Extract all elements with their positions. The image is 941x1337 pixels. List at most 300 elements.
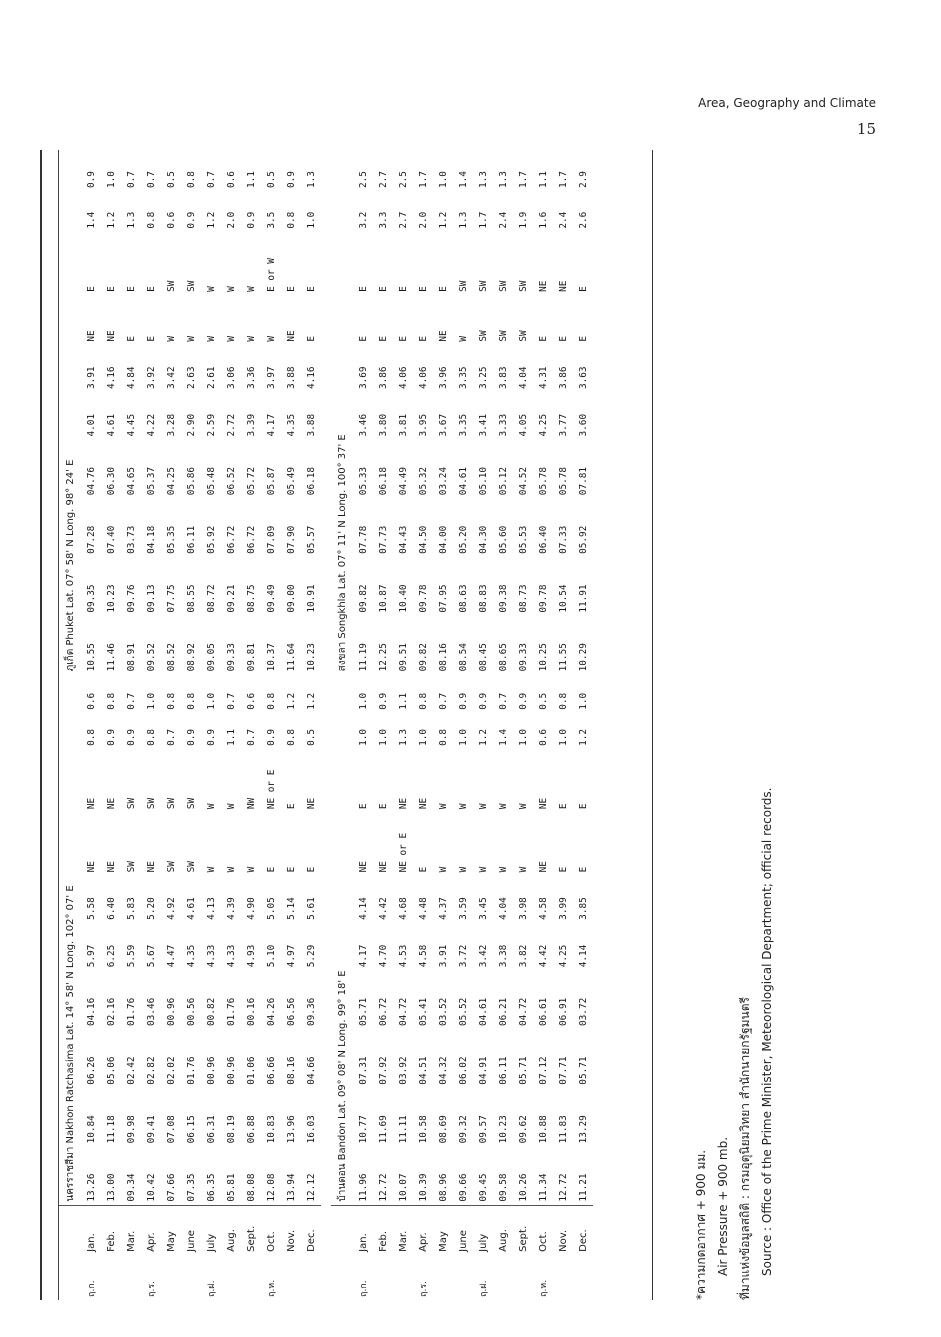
table-cell: 04.32 [437,1056,449,1085]
table-cell: 04.50 [417,525,429,554]
table-cell: 0.8 [285,728,297,746]
table-cell: 4.90 [245,897,257,920]
table-cell: W [225,866,237,873]
table-cell: 1.0 [457,728,469,746]
table-cell: 3.88 [305,413,317,437]
month-label: June [457,1230,469,1252]
season-label: ฤ.ฝ. [207,1280,217,1297]
table-cell: E [437,286,449,292]
table-cell: 09.78 [537,584,549,613]
table-cell: 1.0 [105,171,117,189]
season-label: ฤ.ก. [359,1280,369,1297]
table-cell: 4.58 [537,897,549,920]
table-cell: 04.66 [305,1056,317,1085]
table-cell: 06.66 [265,1056,277,1085]
table-cell: 09.33 [225,643,237,672]
table-cell: 02.42 [125,1056,137,1085]
season-label [433,1255,453,1300]
table-cell: 05.41 [417,997,429,1026]
table-cell: 6.40 [105,897,117,920]
table-cell: 0.9 [285,171,297,189]
table-cell: 3.96 [437,366,449,390]
table-cell: 0.7 [125,171,137,189]
table-cell: 08.45 [477,643,489,672]
station-name: บ้านดอน Bandon Lat. 09° 08' N Long. 99° 18' E [331,674,353,1205]
month-label: Dec. [305,1229,317,1252]
station-header-spacer [331,1205,353,1300]
table-row [573,150,593,1300]
table-cell: 00.96 [165,997,177,1026]
table-cell: 10.40 [397,584,409,613]
table-cell: 06.88 [245,1115,257,1144]
table-cell: 12.25 [377,643,389,672]
season-label [241,1255,261,1300]
table-cell: 06.56 [285,997,297,1026]
table-cell: 0.9 [185,728,197,746]
table-cell: 0.7 [437,692,449,710]
table-cell: E [145,335,157,342]
table-cell: SW [145,797,157,810]
table-cell: 01.76 [225,997,237,1026]
table-cell: 5.14 [285,897,297,920]
table-cell: 4.25 [537,413,549,437]
table-cell: 3.36 [245,366,257,390]
table-cell: E [557,335,569,342]
month-label: July [205,1233,217,1252]
table-cell: 10.23 [497,1115,509,1144]
table-cell: 4.05 [517,413,529,437]
table-cell: 0.8 [265,692,277,710]
table-cell: E [105,286,117,292]
table-cell: 2.7 [397,211,409,229]
table-cell: 4.17 [357,944,369,968]
table-cell: 3.33 [497,413,509,437]
table-cell: 08.08 [241,1146,261,1205]
table-row [141,150,161,1300]
table-cell: 05.92 [205,525,217,554]
table-cell: 11.64 [285,643,297,672]
table-cell: 0.7 [497,692,509,710]
table-cell: E [417,866,429,873]
season-label [221,1255,241,1300]
table-cell: 3.85 [577,897,589,920]
month-label: June [185,1230,197,1252]
table-cell: E [557,803,569,810]
table-cell: NE [417,797,429,810]
table-cell: 4.25 [557,944,569,968]
table-cell: SW [457,280,469,292]
table-cell: NE or E [397,832,409,873]
table-cell: E [305,866,317,873]
table-cell: 05.10 [477,466,489,496]
table-cell: E [125,335,137,342]
table-cell: 3.38 [497,944,509,968]
table-cell: 3.69 [357,366,369,390]
table-cell: 05.71 [517,1056,529,1085]
season-label [453,1255,473,1300]
table-cell: SW [165,797,177,810]
table-cell: 1.2 [437,211,449,229]
table-cell: 1.6 [537,211,549,229]
table-cell: 07.81 [577,466,589,496]
table-cell: 12.08 [261,1146,281,1205]
table-cell: 0.8 [85,728,97,746]
table-cell: 1.1 [245,171,257,189]
season-label: ฤ.ห. [539,1279,549,1297]
table-cell: 3.67 [437,413,449,437]
table-cell: 1.3 [125,211,137,229]
table-cell: NE [85,330,97,342]
table-cell: 11.91 [577,584,589,613]
month-label: Apr. [417,1232,429,1252]
table-cell: 5.58 [85,897,97,920]
table-cell: 3.77 [557,413,569,437]
table-cell: 04.18 [145,525,157,554]
table-cell: SW [125,797,137,810]
table-cell: 1.3 [497,171,509,189]
table-cell: 4.47 [165,944,177,968]
footnote-air-pressure: Air Pressure + 900 mb. [716,1136,730,1276]
table-cell: SW [517,280,529,292]
table-cell: 0.6 [245,692,257,710]
table-cell: 05.32 [417,466,429,496]
table-cell: 0.9 [265,728,277,746]
table-cell: 09.13 [145,584,157,613]
table-cell: 04.52 [517,466,529,496]
month-label: July [477,1233,489,1252]
table-cell: NE [537,861,549,873]
season-label [553,1255,573,1300]
table-cell: 10.87 [377,584,389,613]
table-cell: 05.53 [517,525,529,554]
station-header-spacer [59,1205,82,1300]
table-cell: 09.36 [305,997,317,1026]
table-cell: 09.81 [245,643,257,672]
table-cell: 3.35 [457,366,469,390]
table-cell: 4.39 [225,897,237,920]
table-cell: 4.14 [577,944,589,968]
table-cell: NE [377,861,389,873]
table-cell: 05.71 [357,997,369,1026]
table-cell: 0.7 [225,692,237,710]
table-cell: 3.98 [517,897,529,920]
table-cell: 0.6 [537,728,549,746]
table-cell: 4.06 [397,366,409,390]
table-cell: SW [185,861,197,873]
table-cell: 05.86 [185,466,197,496]
table-cell: 4.97 [285,944,297,968]
table-cell: W [205,803,217,810]
table-cell: 04.26 [265,997,277,1026]
table-cell: W [265,335,277,342]
climate-table-region [40,150,680,1300]
table-cell: E [577,335,589,342]
month-label: Oct. [537,1231,549,1252]
table-cell: 11.21 [573,1146,593,1205]
page-running-header: Area, Geography and Climate [698,96,876,110]
table-cell: W [477,803,489,810]
table-cell: 09.38 [497,584,509,613]
table-row [393,150,413,1300]
table-cell: 3.06 [225,366,237,390]
table-cell: 1.2 [577,728,589,746]
climate-table-body [40,150,593,1300]
table-cell: 04.25 [165,466,177,496]
table-row [433,150,453,1300]
table-cell: 00.96 [205,1056,217,1085]
table-cell: 1.3 [305,171,317,189]
table-cell: 01.76 [125,997,137,1026]
table-cell: 3.2 [357,211,369,229]
table-cell: 05.20 [457,525,469,554]
table-cell: E [85,286,97,292]
table-cell: 09.76 [125,584,137,613]
table-cell: 1.0 [437,171,449,189]
table-cell: W [437,803,449,810]
table-cell: 06.72 [245,525,257,554]
month-label: Nov. [285,1229,297,1252]
table-cell: 4.06 [417,366,429,390]
month-label: Mar. [397,1230,409,1252]
page-number: 15 [856,120,876,138]
season-label [393,1255,413,1300]
table-row [221,150,241,1300]
table-cell: 11.18 [105,1115,117,1144]
season-label [373,1255,393,1300]
table-cell: 04.76 [85,466,97,496]
table-cell: 09.52 [145,643,157,672]
table-cell: 1.1 [225,728,237,746]
table-cell: 1.1 [537,171,549,189]
table-cell: 12.72 [373,1146,393,1205]
table-cell: 06.35 [201,1146,221,1205]
table-cell: 2.0 [225,211,237,229]
season-label [121,1255,141,1300]
table-cell: 0.8 [105,692,117,710]
table-cell: 06.30 [105,466,117,496]
table-cell: 5.97 [85,944,97,968]
table-cell: 03.72 [577,997,589,1026]
table-cell: 5.05 [265,897,277,920]
table-bottom-rule [652,150,653,1300]
season-label [513,1255,533,1300]
table-header-spacer [40,150,59,1300]
table-cell: 4.16 [305,366,317,390]
table-cell: 10.91 [305,584,317,613]
table-row [413,150,433,1300]
table-cell: 4.01 [85,413,97,437]
month-label: Nov. [557,1229,569,1252]
table-cell: 3.97 [265,366,277,390]
table-cell: E [397,286,409,292]
table-cell: 3.72 [457,944,469,968]
table-cell: NE [105,330,117,342]
table-cell: 3.99 [557,897,569,920]
table-cell: 01.06 [245,1056,257,1085]
table-cell: 3.92 [145,366,157,390]
table-cell: 10.23 [305,643,317,672]
table-cell: 06.15 [185,1115,197,1144]
table-cell: 04.51 [417,1056,429,1085]
table-cell: 04.72 [517,997,529,1026]
table-cell: 13.26 [81,1146,101,1205]
table-cell: 4.58 [417,944,429,968]
table-cell: 1.0 [417,728,429,746]
table-cell: 04.61 [477,997,489,1026]
table-cell: 05.48 [205,466,217,496]
table-cell: W [437,866,449,873]
table-cell: E [265,866,277,873]
table-cell: 09.57 [477,1115,489,1144]
table-cell: 02.16 [105,997,117,1026]
table-cell: 11.55 [557,643,569,672]
table-cell: 3.86 [557,366,569,390]
season-label [573,1255,593,1300]
month-label: Sept. [245,1225,257,1252]
climate-table-rotated [40,150,680,1300]
table-cell: 1.7 [557,171,569,189]
table-cell: 10.26 [513,1146,533,1205]
month-label: Mar. [125,1230,137,1252]
month-label: Dec. [577,1229,589,1252]
table-cell: 08.72 [205,584,217,613]
table-cell: W [245,335,257,342]
season-label: ฤ.ร. [419,1280,429,1297]
table-cell: 4.13 [205,897,217,920]
table-cell: 05.49 [285,466,297,496]
season-label: ฤ.ก. [87,1280,97,1297]
table-cell: NW [245,797,257,810]
table-cell: 10.37 [265,643,277,672]
table-cell: 06.26 [85,1056,97,1085]
table-cell: 4.04 [497,897,509,920]
table-cell: 0.8 [285,211,297,229]
table-cell: 05.72 [245,466,257,496]
season-label: ฤ.ฝ. [479,1280,489,1297]
table-cell: 1.3 [477,171,489,189]
table-cell: E or W [265,258,277,292]
table-cell: 1.7 [517,171,529,189]
table-cell: 0.9 [105,728,117,746]
table-cell: 07.12 [537,1056,549,1085]
table-cell: 04.00 [437,525,449,554]
table-cell: 05.35 [165,525,177,554]
table-cell: NE [357,861,369,873]
table-cell: 08.55 [185,584,197,613]
table-cell: 05.71 [577,1056,589,1085]
table-cell: 09.34 [121,1146,141,1205]
table-cell: 08.63 [457,584,469,613]
footnote-source: Source : Office of the Prime Minister, Meteorological Department; official records. [760,787,774,1276]
table-cell: 00.82 [205,997,217,1026]
season-label [301,1255,321,1300]
table-cell: 07.95 [437,584,449,613]
table-cell: SW [185,797,197,810]
table-cell: 09.51 [397,643,409,672]
table-cell: 4.53 [397,944,409,968]
table-cell: 1.2 [105,211,117,229]
table-cell: NE [105,797,117,810]
table-cell: E [397,335,409,342]
table-cell: 06.11 [497,1056,509,1085]
table-cell: NE [437,330,449,342]
table-cell: 4.33 [205,944,217,968]
table-cell: 07.09 [265,525,277,554]
table-cell: 05.37 [145,466,157,496]
table-cell: 1.0 [305,211,317,229]
table-cell: 0.7 [245,728,257,746]
table-cell: 07.40 [105,525,117,554]
table-cell: 2.0 [417,211,429,229]
table-cell: NE [85,861,97,873]
table-cell: SW [165,861,177,873]
table-cell: 07.35 [181,1146,201,1205]
table-cell: E [577,286,589,292]
table-cell: W [517,803,529,810]
table-cell: 1.4 [497,728,509,746]
table-cell: 4.70 [377,944,389,968]
table-row [121,150,141,1300]
table-cell: SW [125,861,137,873]
table-cell: 1.0 [357,692,369,710]
table-cell: 1.2 [285,692,297,710]
table-cell: 13.29 [577,1115,589,1144]
season-label [181,1255,201,1300]
table-cell: 3.91 [437,944,449,968]
table-cell: 00.56 [185,997,197,1026]
table-cell: 07.78 [357,525,369,554]
table-cell: 06.21 [497,997,509,1026]
table-cell: NE [305,797,317,810]
table-cell: 1.7 [477,211,489,229]
table-cell: E [145,286,157,292]
table-cell: NE [285,330,297,342]
table-cell: 10.42 [141,1146,161,1205]
table-cell: E [377,335,389,342]
table-cell: 08.65 [497,643,509,672]
table-cell: W [185,335,197,342]
table-cell: 08.54 [457,643,469,672]
table-cell: E [417,335,429,342]
table-cell: 13.94 [281,1146,301,1205]
table-cell: 4.33 [225,944,237,968]
table-cell: W [457,335,469,342]
table-cell: 3.88 [285,366,297,390]
table-cell: 0.5 [265,171,277,189]
table-cell: 05.81 [221,1146,241,1205]
table-cell: 06.11 [185,525,197,554]
table-cell: 4.84 [125,366,137,390]
table-cell: 07.66 [161,1146,181,1205]
table-cell: 09.82 [417,643,429,672]
table-cell: 0.7 [205,171,217,189]
table-cell: 07.28 [85,525,97,554]
table-cell: W [165,335,177,342]
table-cell: W [497,866,509,873]
table-row [473,150,493,1300]
table-cell: 08.19 [225,1115,237,1144]
table-cell: 07.92 [377,1056,389,1085]
table-cell: 10.83 [265,1115,277,1144]
table-cell: 2.4 [557,211,569,229]
table-cell: W [477,866,489,873]
table-cell: 0.9 [517,692,529,710]
table-cell: W [225,803,237,810]
table-row [241,150,261,1300]
month-label: Aug. [225,1229,237,1252]
table-cell: 0.6 [225,171,237,189]
table-cell: 0.8 [417,692,429,710]
